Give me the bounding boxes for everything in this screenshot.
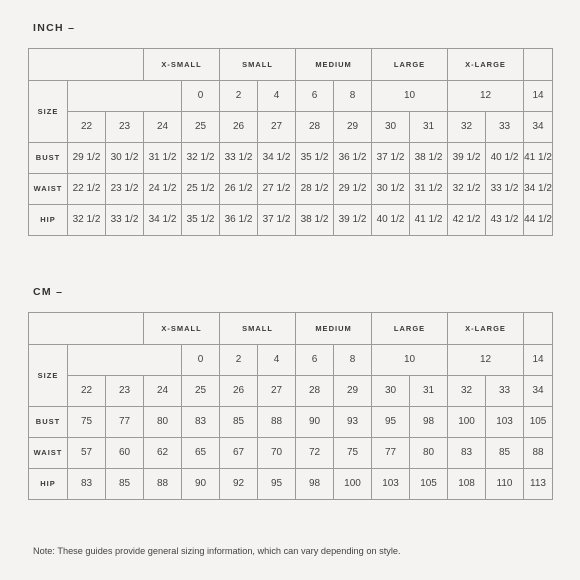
measurement-cell: 40 1/2	[372, 205, 410, 236]
num-size-cell: 24	[144, 376, 182, 407]
us-size-cell: 4	[258, 345, 296, 376]
measurement-cell: 88	[524, 438, 553, 469]
measurement-cell: 113	[524, 469, 553, 500]
measurement-cell: 32 1/2	[68, 205, 106, 236]
measurement-cell: 110	[486, 469, 524, 500]
measurement-cell: 35 1/2	[296, 143, 334, 174]
measurement-cell: 25 1/2	[182, 174, 220, 205]
measurement-cell: 90	[296, 407, 334, 438]
measurement-row-waist	[29, 174, 553, 205]
measurement-cell: 95	[258, 469, 296, 500]
measurement-row-bust	[29, 407, 553, 438]
measurement-cell: 75	[334, 438, 372, 469]
measurement-cell: 33 1/2	[106, 205, 144, 236]
category-cell: X-LARGE	[448, 313, 524, 345]
measurement-cell: 88	[258, 407, 296, 438]
num-size-cell: 27	[258, 112, 296, 143]
measurement-cell: 27 1/2	[258, 174, 296, 205]
num-size-row	[29, 112, 553, 143]
us-size-cell: 2	[220, 345, 258, 376]
measurement-cell: 33 1/2	[220, 143, 258, 174]
measurement-cell: 70	[258, 438, 296, 469]
us-size-cell: 0	[182, 345, 220, 376]
us-size-cell: 2	[220, 81, 258, 112]
num-size-cell: 23	[106, 112, 144, 143]
num-size-cell: 26	[220, 112, 258, 143]
measurement-cell: 100	[448, 407, 486, 438]
measurement-cell: 32 1/2	[182, 143, 220, 174]
us-size-cell: 12	[448, 345, 524, 376]
measurement-cell: 24 1/2	[144, 174, 182, 205]
measurement-cell: 105	[410, 469, 448, 500]
measurement-cell: 37 1/2	[258, 205, 296, 236]
measurement-cell: 23 1/2	[106, 174, 144, 205]
measurement-cell: 44 1/2	[524, 205, 553, 236]
measurement-cell: 36 1/2	[334, 143, 372, 174]
us-size-cell: 12	[448, 81, 524, 112]
measurement-cell: 98	[410, 407, 448, 438]
inch-size-table	[28, 48, 553, 236]
num-size-cell: 28	[296, 112, 334, 143]
measurement-cell: 83	[182, 407, 220, 438]
measurement-cell: 83	[448, 438, 486, 469]
measurement-row-hip	[29, 469, 553, 500]
measurement-cell: 72	[296, 438, 334, 469]
category-cell: SMALL	[220, 313, 296, 345]
num-size-cell: 34	[524, 112, 553, 143]
us-size-cell: 14	[524, 345, 553, 376]
measurement-cell: 26 1/2	[220, 174, 258, 205]
num-size-cell: 34	[524, 376, 553, 407]
us-size-cell: 10	[372, 345, 448, 376]
blank-cell	[524, 49, 553, 81]
measurement-cell: 103	[372, 469, 410, 500]
measurement-cell: 62	[144, 438, 182, 469]
measurement-cell: 31 1/2	[144, 143, 182, 174]
measurement-cell: 100	[334, 469, 372, 500]
category-cell: LARGE	[372, 49, 448, 81]
category-cell: SMALL	[220, 49, 296, 81]
measurement-row-waist	[29, 438, 553, 469]
size-label: SIZE	[29, 81, 68, 143]
num-size-cell: 29	[334, 112, 372, 143]
num-size-cell: 22	[68, 112, 106, 143]
us-size-cell: 14	[524, 81, 553, 112]
num-size-cell: 32	[448, 376, 486, 407]
measurement-cell: 108	[448, 469, 486, 500]
measurement-cell: 80	[410, 438, 448, 469]
measurement-cell: 28 1/2	[296, 174, 334, 205]
measurement-cell: 75	[68, 407, 106, 438]
measurement-cell: 60	[106, 438, 144, 469]
num-size-cell: 23	[106, 376, 144, 407]
measurement-cell: 85	[220, 407, 258, 438]
measurement-cell: 57	[68, 438, 106, 469]
measurement-cell: 39 1/2	[334, 205, 372, 236]
num-size-cell: 25	[182, 376, 220, 407]
row-label: HIP	[29, 469, 68, 500]
measurement-cell: 34 1/2	[258, 143, 296, 174]
row-label: BUST	[29, 143, 68, 174]
row-label: BUST	[29, 407, 68, 438]
num-size-row	[29, 376, 553, 407]
blank-cell	[68, 345, 182, 376]
measurement-cell: 98	[296, 469, 334, 500]
measurement-cell: 22 1/2	[68, 174, 106, 205]
measurement-cell: 103	[486, 407, 524, 438]
num-size-cell: 31	[410, 376, 448, 407]
measurement-cell: 29 1/2	[334, 174, 372, 205]
row-label: HIP	[29, 205, 68, 236]
measurement-row-bust	[29, 143, 553, 174]
measurement-cell: 93	[334, 407, 372, 438]
measurement-cell: 88	[144, 469, 182, 500]
category-cell: MEDIUM	[296, 313, 372, 345]
category-cell: X-LARGE	[448, 49, 524, 81]
measurement-cell: 38 1/2	[296, 205, 334, 236]
sizing-note: Note: These guides provide general sizing information, which can vary depending on style.	[33, 546, 401, 556]
measurement-cell: 92	[220, 469, 258, 500]
measurement-cell: 32 1/2	[448, 174, 486, 205]
num-size-cell: 30	[372, 376, 410, 407]
measurement-cell: 90	[182, 469, 220, 500]
us-size-cell: 8	[334, 345, 372, 376]
num-size-cell: 30	[372, 112, 410, 143]
measurement-cell: 39 1/2	[448, 143, 486, 174]
num-size-cell: 22	[68, 376, 106, 407]
measurement-cell: 37 1/2	[372, 143, 410, 174]
category-cell: MEDIUM	[296, 49, 372, 81]
measurement-cell: 41 1/2	[524, 143, 553, 174]
measurement-cell: 36 1/2	[220, 205, 258, 236]
measurement-cell: 34 1/2	[144, 205, 182, 236]
blank-cell	[68, 81, 182, 112]
num-size-cell: 25	[182, 112, 220, 143]
num-size-cell: 31	[410, 112, 448, 143]
inch-section-title: INCH –	[33, 22, 76, 34]
row-label: WAIST	[29, 174, 68, 205]
measurement-cell: 41 1/2	[410, 205, 448, 236]
cm-size-table	[28, 312, 553, 500]
category-cell: X-SMALL	[144, 49, 220, 81]
measurement-cell: 85	[486, 438, 524, 469]
size-label: SIZE	[29, 345, 68, 407]
blank-cell	[524, 313, 553, 345]
us-size-cell: 10	[372, 81, 448, 112]
measurement-cell: 30 1/2	[106, 143, 144, 174]
num-size-cell: 26	[220, 376, 258, 407]
num-size-cell: 33	[486, 376, 524, 407]
us-size-cell: 6	[296, 345, 334, 376]
measurement-cell: 35 1/2	[182, 205, 220, 236]
num-size-cell: 33	[486, 112, 524, 143]
measurement-cell: 34 1/2	[524, 174, 553, 205]
num-size-cell: 28	[296, 376, 334, 407]
us-size-cell: 6	[296, 81, 334, 112]
us-size-row	[29, 345, 553, 376]
category-cell: LARGE	[372, 313, 448, 345]
row-label: WAIST	[29, 438, 68, 469]
measurement-cell: 67	[220, 438, 258, 469]
measurement-cell: 42 1/2	[448, 205, 486, 236]
cm-section-title: CM –	[33, 286, 64, 298]
measurement-cell: 38 1/2	[410, 143, 448, 174]
measurement-cell: 77	[106, 407, 144, 438]
measurement-cell: 43 1/2	[486, 205, 524, 236]
measurement-cell: 95	[372, 407, 410, 438]
num-size-cell: 32	[448, 112, 486, 143]
measurement-cell: 40 1/2	[486, 143, 524, 174]
measurement-cell: 30 1/2	[372, 174, 410, 205]
measurement-row-hip	[29, 205, 553, 236]
num-size-cell: 29	[334, 376, 372, 407]
us-size-row	[29, 81, 553, 112]
num-size-cell: 27	[258, 376, 296, 407]
category-row	[29, 313, 553, 345]
measurement-cell: 33 1/2	[486, 174, 524, 205]
blank-cell	[29, 313, 144, 345]
category-row	[29, 49, 553, 81]
measurement-cell: 85	[106, 469, 144, 500]
measurement-cell: 29 1/2	[68, 143, 106, 174]
us-size-cell: 0	[182, 81, 220, 112]
measurement-cell: 80	[144, 407, 182, 438]
us-size-cell: 8	[334, 81, 372, 112]
blank-cell	[29, 49, 144, 81]
measurement-cell: 105	[524, 407, 553, 438]
measurement-cell: 77	[372, 438, 410, 469]
measurement-cell: 31 1/2	[410, 174, 448, 205]
category-cell: X-SMALL	[144, 313, 220, 345]
measurement-cell: 83	[68, 469, 106, 500]
us-size-cell: 4	[258, 81, 296, 112]
measurement-cell: 65	[182, 438, 220, 469]
num-size-cell: 24	[144, 112, 182, 143]
